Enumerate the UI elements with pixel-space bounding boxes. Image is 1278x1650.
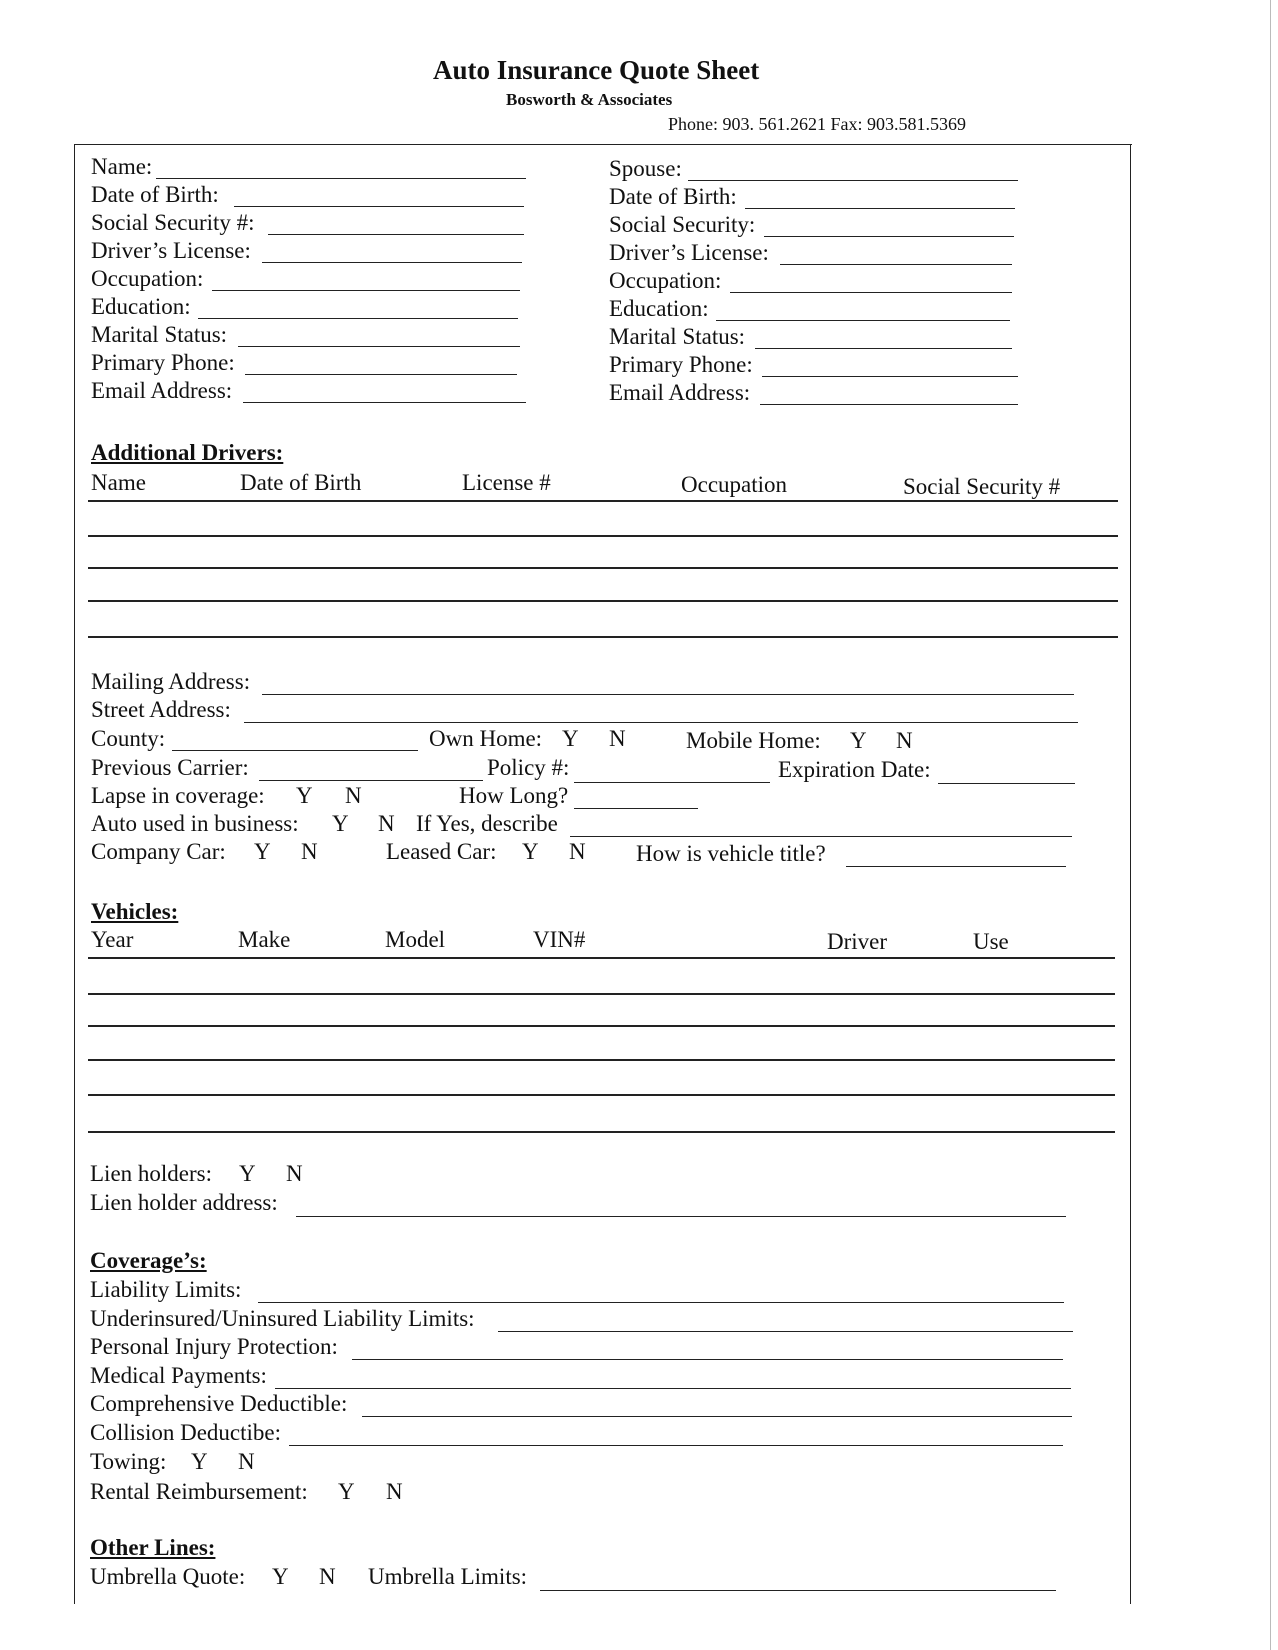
lapse-coverage-no[interactable]: N xyxy=(345,783,362,808)
spouse-name-label: Spouse: xyxy=(609,156,682,181)
applicant-dob-field[interactable] xyxy=(234,206,524,207)
lien-holders-yes[interactable]: Y xyxy=(239,1161,256,1186)
business-use-no[interactable]: N xyxy=(378,811,395,836)
lien-address-field[interactable] xyxy=(296,1216,1066,1217)
leased-car-label: Leased Car: xyxy=(386,839,497,864)
medical-payments-label: Medical Payments: xyxy=(90,1363,267,1388)
vehicle-row-3[interactable] xyxy=(88,1059,1115,1061)
agency-name: Bosworth & Associates xyxy=(506,90,673,109)
company-car-label: Company Car: xyxy=(91,839,226,864)
lien-holders-label: Lien holders: xyxy=(90,1161,212,1186)
applicant-occupation-field[interactable] xyxy=(212,290,520,291)
vehicles-col-driver: Driver xyxy=(827,929,888,954)
spouse-license-label: Driver’s License: xyxy=(609,240,769,265)
vehicle-row-2[interactable] xyxy=(88,1025,1115,1027)
vehicles-header-rule xyxy=(88,957,1115,959)
county-field[interactable] xyxy=(172,750,418,751)
comprehensive-deductible-field[interactable] xyxy=(362,1416,1072,1417)
applicant-ssn-field[interactable] xyxy=(268,234,524,235)
how-long-field[interactable] xyxy=(574,808,698,809)
applicant-email-label: Email Address: xyxy=(91,378,233,403)
county-label: County: xyxy=(91,726,166,751)
umbrella-quote-yes[interactable]: Y xyxy=(272,1564,289,1589)
driver-row-2[interactable] xyxy=(88,567,1118,569)
towing-no[interactable]: N xyxy=(238,1449,255,1474)
mobile-home-no[interactable]: N xyxy=(896,728,913,753)
driver-row-1[interactable] xyxy=(88,535,1118,537)
street-address-label: Street Address: xyxy=(91,697,231,722)
applicant-license-label: Driver’s License: xyxy=(91,238,251,263)
umbrella-limits-field[interactable] xyxy=(540,1590,1056,1591)
spouse-ssn-field[interactable] xyxy=(764,236,1014,237)
applicant-education-label: Education: xyxy=(91,294,191,319)
vehicles-col-vin: VIN# xyxy=(533,927,586,952)
pip-field[interactable] xyxy=(352,1359,1063,1360)
applicant-license-field[interactable] xyxy=(262,262,522,263)
expiration-date-field[interactable] xyxy=(938,783,1075,784)
pip-label: Personal Injury Protection: xyxy=(90,1334,338,1359)
spouse-name-field[interactable] xyxy=(688,180,1018,181)
how-long-label: How Long? xyxy=(459,783,569,808)
own-home-no[interactable]: N xyxy=(609,726,626,751)
spouse-marital-label: Marital Status: xyxy=(609,324,746,349)
own-home-yes[interactable]: Y xyxy=(562,726,579,751)
form-border-right xyxy=(1130,144,1131,1604)
vehicles-col-year: Year xyxy=(91,927,134,952)
policy-number-label: Policy #: xyxy=(487,755,570,780)
collision-deductible-field[interactable] xyxy=(289,1445,1063,1446)
applicant-marital-label: Marital Status: xyxy=(91,322,228,347)
driver-row-4[interactable] xyxy=(88,636,1118,638)
rental-reimbursement-yes[interactable]: Y xyxy=(338,1479,355,1504)
liability-limits-field[interactable] xyxy=(258,1302,1064,1303)
spouse-dob-label: Date of Birth: xyxy=(609,184,737,209)
applicant-name-label: Name: xyxy=(91,154,153,179)
applicant-ssn-label: Social Security #: xyxy=(91,210,255,235)
umbrella-quote-no[interactable]: N xyxy=(319,1564,336,1589)
business-describe-label: If Yes, describe xyxy=(416,811,558,836)
spouse-dob-field[interactable] xyxy=(745,208,1015,209)
previous-carrier-field[interactable] xyxy=(259,780,483,781)
business-describe-field[interactable] xyxy=(570,836,1072,837)
mobile-home-label: Mobile Home: xyxy=(686,728,821,753)
towing-yes[interactable]: Y xyxy=(191,1449,208,1474)
lapse-coverage-yes[interactable]: Y xyxy=(296,783,313,808)
mobile-home-yes[interactable]: Y xyxy=(850,728,867,753)
vehicle-row-1[interactable] xyxy=(88,993,1115,995)
additional-drivers-heading: Additional Drivers: xyxy=(91,440,284,465)
towing-label: Towing: xyxy=(90,1449,167,1474)
vehicle-title-label: How is vehicle title? xyxy=(636,841,826,866)
mailing-address-label: Mailing Address: xyxy=(91,669,251,694)
own-home-label: Own Home: xyxy=(429,726,543,751)
umbrella-limits-label: Umbrella Limits: xyxy=(368,1564,528,1589)
spouse-marital-field[interactable] xyxy=(755,348,1012,349)
umbrella-quote-label: Umbrella Quote: xyxy=(90,1564,246,1589)
vehicles-col-make: Make xyxy=(238,927,291,952)
coverages-heading: Coverage’s: xyxy=(90,1248,207,1273)
spouse-phone-label: Primary Phone: xyxy=(609,352,753,377)
leased-car-yes[interactable]: Y xyxy=(522,839,539,864)
form-border-top xyxy=(74,144,1132,145)
spouse-email-label: Email Address: xyxy=(609,380,751,405)
business-use-yes[interactable]: Y xyxy=(332,811,349,836)
spouse-occupation-label: Occupation: xyxy=(609,268,722,293)
drivers-col-occupation: Occupation xyxy=(681,472,788,497)
company-car-yes[interactable]: Y xyxy=(254,839,271,864)
spouse-license-field[interactable] xyxy=(780,264,1012,265)
spouse-email-field[interactable] xyxy=(760,404,1018,405)
spouse-education-label: Education: xyxy=(609,296,709,321)
applicant-marital-field[interactable] xyxy=(238,346,520,347)
rental-reimbursement-no[interactable]: N xyxy=(386,1479,403,1504)
vehicle-title-field[interactable] xyxy=(846,866,1066,867)
uninsured-limits-label: Underinsured/Uninsured Liability Limits: xyxy=(90,1306,475,1331)
vehicle-row-5[interactable] xyxy=(88,1131,1115,1133)
spouse-education-field[interactable] xyxy=(716,320,1010,321)
form-border-left xyxy=(74,144,75,1604)
medical-payments-field[interactable] xyxy=(275,1388,1071,1389)
vehicle-row-4[interactable] xyxy=(88,1094,1115,1096)
expiration-date-label: Expiration Date: xyxy=(778,757,931,782)
vehicles-col-model: Model xyxy=(385,927,446,952)
vehicles-heading: Vehicles: xyxy=(91,899,179,924)
drivers-col-dob: Date of Birth xyxy=(240,470,362,495)
collision-deductible-label: Collision Deductibe: xyxy=(90,1420,282,1445)
previous-carrier-label: Previous Carrier: xyxy=(91,755,249,780)
business-use-label: Auto used in business: xyxy=(91,811,299,836)
drivers-col-license: License # xyxy=(462,470,551,495)
drivers-col-name: Name xyxy=(91,470,146,495)
leased-car-no[interactable]: N xyxy=(569,839,586,864)
applicant-education-field[interactable] xyxy=(198,318,518,319)
lien-address-label: Lien holder address: xyxy=(90,1190,278,1215)
policy-number-field[interactable] xyxy=(574,782,770,783)
lien-holders-no[interactable]: N xyxy=(286,1161,303,1186)
rental-reimbursement-label: Rental Reimbursement: xyxy=(90,1479,308,1504)
lapse-coverage-label: Lapse in coverage: xyxy=(91,783,265,808)
spouse-occupation-field[interactable] xyxy=(730,292,1012,293)
mailing-address-field[interactable] xyxy=(262,694,1074,695)
applicant-dob-label: Date of Birth: xyxy=(91,182,219,207)
liability-limits-label: Liability Limits: xyxy=(90,1277,242,1302)
vehicles-col-use: Use xyxy=(973,929,1009,954)
uninsured-limits-field[interactable] xyxy=(498,1331,1073,1332)
applicant-phone-field[interactable] xyxy=(245,374,517,375)
applicant-occupation-label: Occupation: xyxy=(91,266,204,291)
street-address-field[interactable] xyxy=(244,722,1078,723)
applicant-email-field[interactable] xyxy=(243,402,526,403)
applicant-name-field[interactable] xyxy=(156,178,526,179)
drivers-header-rule xyxy=(88,500,1118,502)
contact-info: Phone: 903. 561.2621 Fax: 903.581.5369 xyxy=(668,114,967,134)
applicant-phone-label: Primary Phone: xyxy=(91,350,235,375)
form-title: Auto Insurance Quote Sheet xyxy=(433,55,760,85)
scan-edge xyxy=(1270,0,1271,1650)
spouse-phone-field[interactable] xyxy=(762,376,1018,377)
comprehensive-deductible-label: Comprehensive Deductible: xyxy=(90,1391,348,1416)
company-car-no[interactable]: N xyxy=(301,839,318,864)
spouse-ssn-label: Social Security: xyxy=(609,212,756,237)
drivers-col-ssn: Social Security # xyxy=(903,474,1061,499)
driver-row-3[interactable] xyxy=(88,600,1118,602)
other-lines-heading: Other Lines: xyxy=(90,1535,216,1560)
